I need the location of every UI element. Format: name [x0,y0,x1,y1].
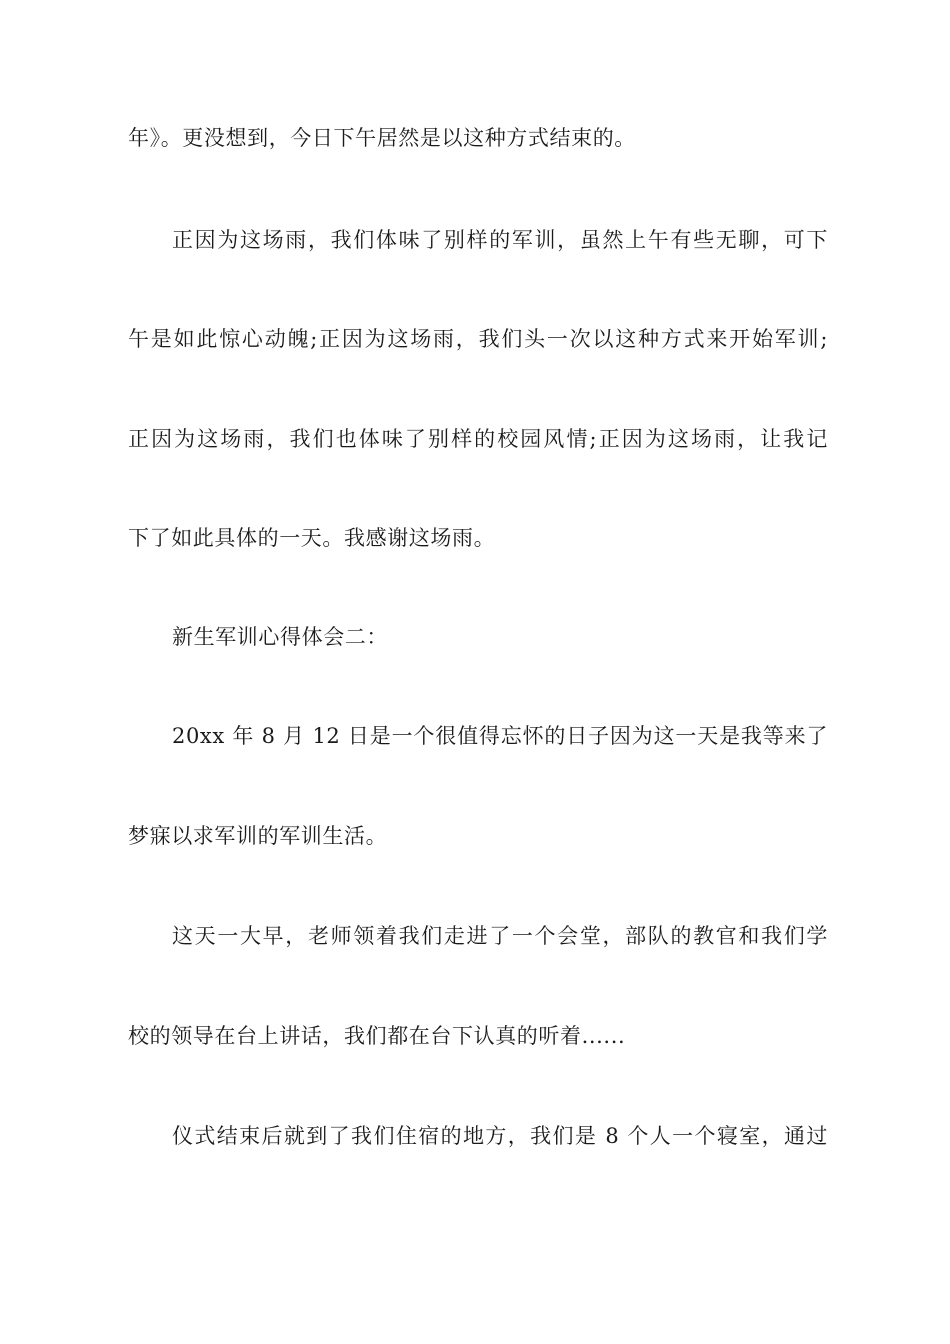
paragraph-line: 正因为这场雨，我们体味了别样的军训，虽然上午有些无聊，可下 [172,228,828,252]
section-heading: 新生军训心得体会二： [172,625,388,649]
paragraph-line: 午是如此惊心动魄;正因为这场雨，我们头一次以这种方式来开始军训; [128,327,828,351]
paragraph-line: 年》。更没想到，今日下午居然是以这种方式结束的。 [128,126,636,150]
paragraph-line: 校的领导在台上讲话，我们都在台下认真的听着...... [128,1024,626,1048]
paragraph-line: 下了如此具体的一天。我感谢这场雨。 [128,526,496,550]
paragraph-line: 20xx 年 8 月 12 日是一个很值得忘怀的日子因为这一天是我等来了 [172,724,828,748]
paragraph-line: 正因为这场雨，我们也体味了别样的校园风情;正因为这场雨，让我记 [128,427,828,451]
paragraph-line: 这天一大早，老师领着我们走进了一个会堂，部队的教官和我们学 [172,924,828,948]
paragraph-line: 梦寐以求军训的军训生活。 [128,824,388,848]
paragraph-line: 仪式结束后就到了我们住宿的地方，我们是 8 个人一个寝室，通过 [172,1124,828,1148]
